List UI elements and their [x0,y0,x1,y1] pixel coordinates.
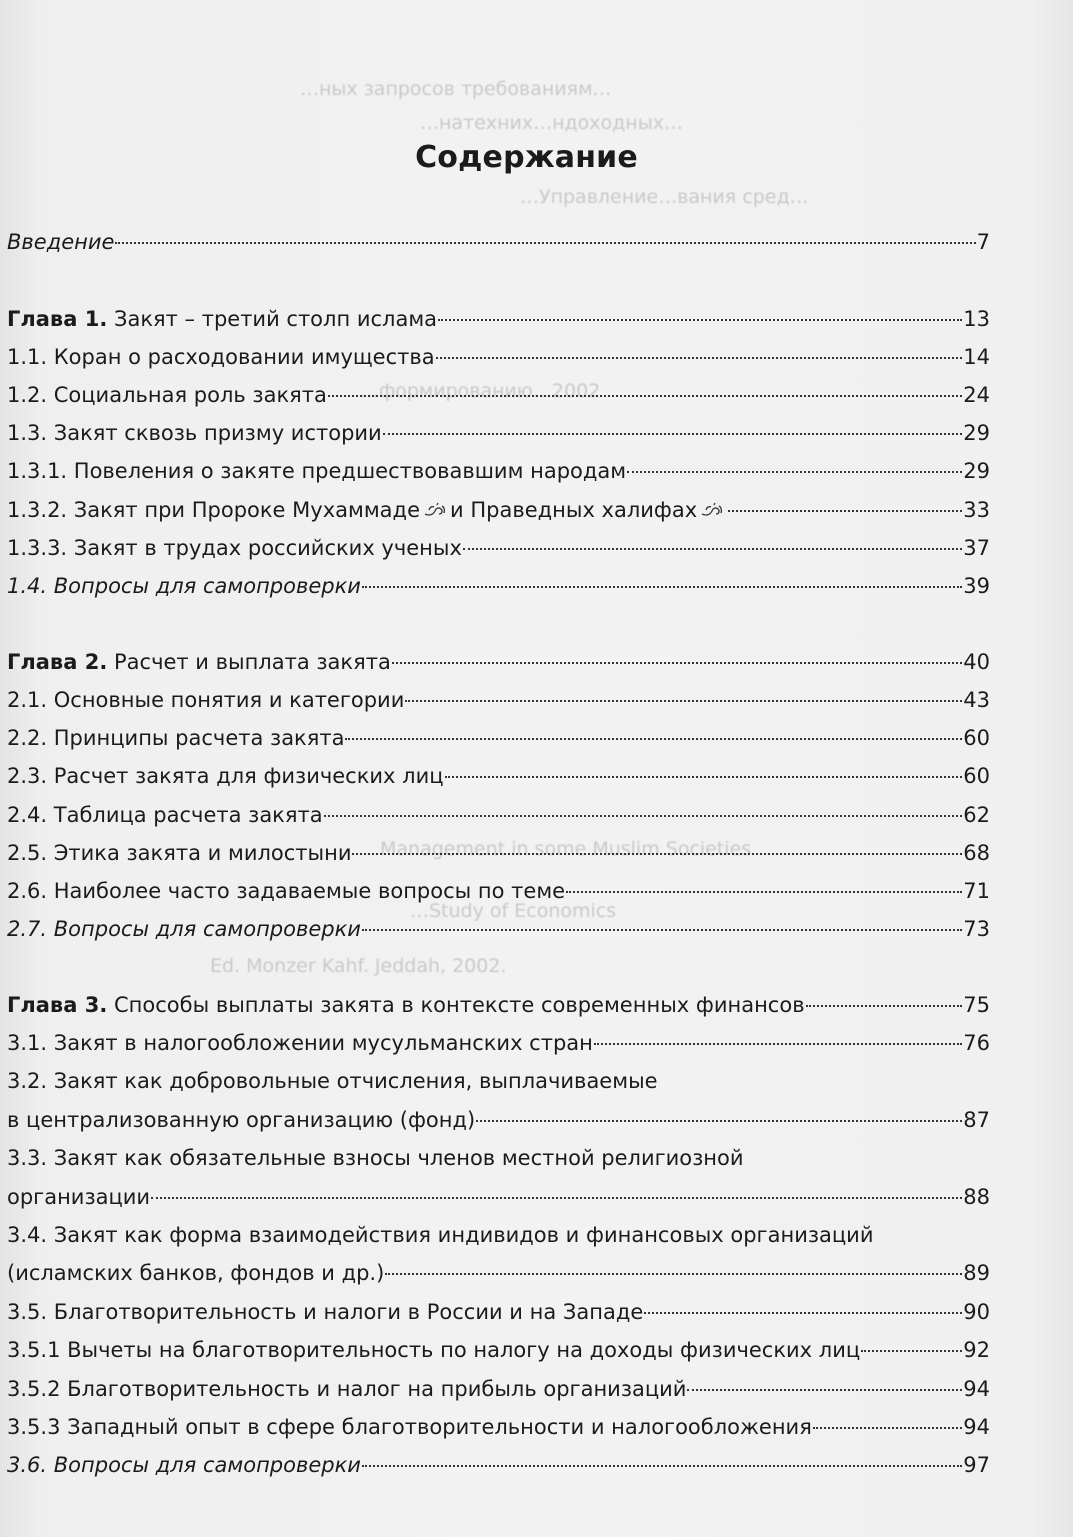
chapter-label: Глава 2. [7,650,108,674]
toc-entry-label: 2.1. Основные понятия и категории [7,688,405,712]
toc-entry-label: 1.1. Коран о расходовании имущества [7,345,435,369]
toc-entry-label: 3.5.2 Благотворительность и налог на прибыль организаций [7,1377,687,1401]
page-number: 87 [963,1108,990,1132]
calligraphy-honorific-icon [423,501,447,519]
toc-entry-label: 3.1. Закят в налогообложении мусульманских стран [7,1031,593,1055]
toc-entry-2-6[interactable] [7,874,990,908]
page-number: 37 [963,536,990,560]
page-number: 43 [963,688,990,712]
toc-entry-2-3[interactable] [7,759,990,793]
dot-leader [445,776,963,778]
page-number: 92 [963,1338,990,1362]
dot-leader [813,1427,962,1429]
toc-entry-2-4[interactable] [7,798,990,832]
toc-chapter-3[interactable] [7,988,990,1022]
page-number: 88 [963,1185,990,1209]
toc-entry-3-2-line1: 3.2. Закят как добровольные отчисления, выплачиваемые [7,1069,658,1093]
chapter-title: Расчет и выплата закята [113,650,391,674]
toc-entry-label: 1.3.2. Закят при Пророке Мухаммаде [7,498,420,522]
page-number: 24 [963,383,990,407]
toc-entry-3-3[interactable] [7,1180,990,1214]
toc-entry-label: 1.3.1. Повеления о закяте предшествовавшим народам [7,459,627,483]
dot-leader [115,242,975,244]
dot-leader [345,738,962,740]
toc-entry-2-2[interactable] [7,721,990,755]
toc-entry-label: 1.2. Социальная роль закята [7,383,327,407]
page-number: 13 [963,307,990,331]
toc-entry-1-3-1[interactable] [7,454,990,488]
dot-leader [385,1273,962,1275]
toc-entry-label: Введение [7,230,115,254]
dot-leader [566,891,962,893]
page-number: 94 [963,1415,990,1439]
page-number: 62 [963,803,990,827]
dot-leader [594,1043,962,1045]
page-number: 90 [963,1300,990,1324]
page-number: 14 [963,345,990,369]
page-number: 68 [963,841,990,865]
toc-entry-label: 1.3.3. Закят в трудах российских ученых [7,536,462,560]
page-number: 29 [963,421,990,445]
page-number: 94 [963,1377,990,1401]
toc-entry-label: 2.2. Принципы расчета закята [7,726,345,750]
toc-entry-label: 2.6. Наиболее часто задаваемые вопросы по теме [7,879,566,903]
toc-entry-label: 2.4. Таблица расчета закята [7,803,323,827]
chapter-label: Глава 3. [7,993,108,1017]
page-number: 39 [963,574,990,598]
chapter-label: Глава 1. [7,307,108,331]
toc-entry-3-3-line1: 3.3. Закят как обязательные взносы членов местной религиозной [7,1146,744,1170]
toc-entry-intro[interactable] [7,225,990,259]
toc-entry-3-5-2[interactable] [7,1372,990,1406]
page-number: 73 [963,917,990,941]
dot-leader [392,662,962,664]
toc-entry-3-5[interactable] [7,1295,990,1329]
ghost-text: …натехних…ндоходных… [420,112,683,134]
toc-entry-3-2[interactable] [7,1103,990,1137]
toc-entry-label: 3.5. Благотворительность и налоги в России и на Западе [7,1300,644,1324]
toc-entry-3-5-1[interactable] [7,1333,990,1367]
chapter-title: Способы выплаты закята в контексте современных финансов [113,993,805,1017]
toc-entry-label: в централизованную организацию (фонд) [7,1108,476,1132]
page-number: 33 [963,498,990,522]
toc-entry-label: 2.7. Вопросы для самопроверки [7,917,361,941]
toc-entry-label: 1.3. Закят сквозь призму истории [7,421,382,445]
toc-chapter-1[interactable] [7,302,990,336]
dot-leader [324,815,963,817]
toc-entry-2-1[interactable] [7,683,990,717]
page-number: 89 [963,1261,990,1285]
dot-leader [476,1120,962,1122]
dot-leader [436,357,963,359]
toc-entry-label: 1.4. Вопросы для самопроверки [7,574,361,598]
page-title: Содержание [415,140,638,175]
ghost-text: …Study of Economics [410,900,617,922]
dot-leader [151,1197,962,1199]
dot-leader [362,1465,962,1467]
page-number: 75 [963,993,990,1017]
toc-entry-3-4-line1: 3.4. Закят как форма взаимодействия индивидов и финансовых организаций [7,1223,874,1247]
page-number: 97 [963,1453,990,1477]
dot-leader [328,395,962,397]
toc-entry-1-3-3[interactable] [7,531,990,565]
page-number: 76 [963,1031,990,1055]
toc-entry-3-1[interactable] [7,1026,990,1060]
page-number: 60 [963,726,990,750]
toc-entry-2-7[interactable] [7,912,990,946]
dot-leader [687,1389,962,1391]
toc-entry-1-1[interactable] [7,340,990,374]
ghost-text: Management in some Muslim Societies [380,838,752,860]
dot-leader [861,1350,962,1352]
page-number: 40 [963,650,990,674]
page-number: 7 [976,230,990,254]
toc-entry-3-6[interactable] [7,1448,990,1482]
toc-entry-label: организации [7,1185,151,1209]
toc-entry-label-cont: и Праведных халифах [450,498,698,522]
toc-entry-label: (исламских банков, фондов и др.) [7,1261,385,1285]
page-number: 29 [963,459,990,483]
toc-entry-3-5-3[interactable] [7,1410,990,1444]
toc-entry-label: 3.5.1 Вычеты на благотворительность по налогу на доходы физических лиц [7,1338,861,1362]
ghost-text: …Управление…вания сред… [520,186,809,208]
dot-leader [463,548,962,550]
toc-entry-1-4[interactable] [7,569,990,603]
toc-entry-label: 3.5.3 Западный опыт в сфере благотворительности и налогообложения [7,1415,812,1439]
dot-leader [352,853,962,855]
chapter-title: Закят – третий столп ислама [113,307,438,331]
toc-entry-1-3-2[interactable] [7,493,990,527]
ghost-text: …ных запросов требованиям… [300,78,612,100]
toc-entry-2-5[interactable] [7,836,990,870]
dot-leader [627,471,962,473]
page-number: 60 [963,764,990,788]
dot-leader [644,1312,962,1314]
toc-entry-3-4[interactable] [7,1256,990,1290]
dot-leader [362,586,962,588]
toc-entry-label: 2.5. Этика закята и милостыни [7,841,352,865]
toc-entry-label: 3.6. Вопросы для самопроверки [7,1453,361,1477]
ghost-text: …формированию…2002 [360,380,601,402]
toc-entry-1-2[interactable] [7,378,990,412]
toc-entry-1-3[interactable] [7,416,990,450]
toc-chapter-2[interactable] [7,645,990,679]
dot-leader [405,700,962,702]
calligraphy-honorific-icon [700,501,724,519]
toc-entry-label: 2.3. Расчет закята для физических лиц [7,764,444,788]
ghost-text: Ed. Monzer Kahf. Jeddah, 2002. [210,955,507,977]
dot-leader [383,433,963,435]
page-number: 71 [963,879,990,903]
dot-leader [728,510,962,512]
dot-leader [806,1005,963,1007]
dot-leader [438,319,962,321]
dot-leader [362,929,962,931]
